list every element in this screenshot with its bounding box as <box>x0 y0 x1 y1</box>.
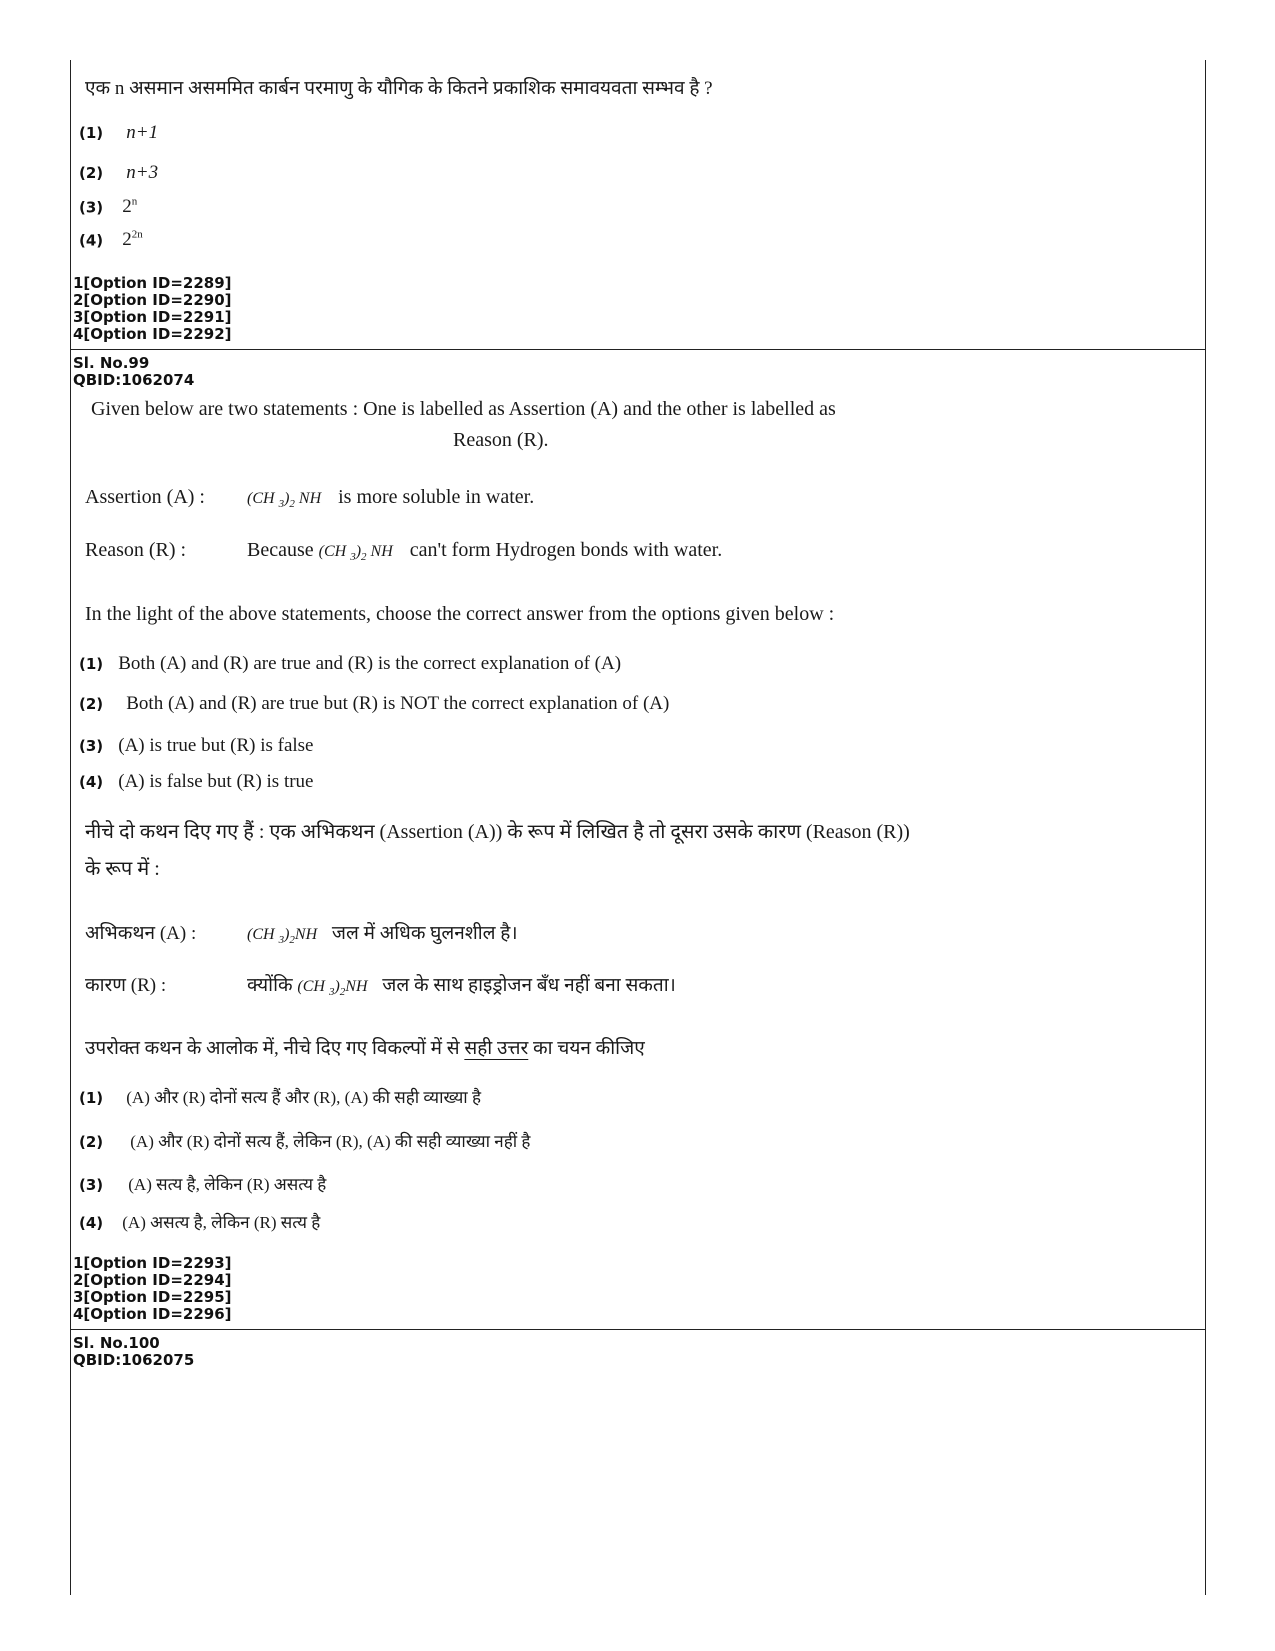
option-number: (4) <box>79 773 104 791</box>
question-paper-page <box>70 60 1206 1595</box>
hindi-reason-text: जल के साथ हाइड्रोजन बँध नहीं बना सकता। <box>382 975 676 996</box>
assertion-statement <box>247 486 534 510</box>
q98-question-text: एक n असमान असममित कार्बन परमाणु के यौगिक के कितने प्रकाशिक समावयवता सम्भव है ? <box>85 78 713 99</box>
q99-option-hi-4 <box>79 1210 320 1233</box>
reason-prefix: Because <box>247 539 314 561</box>
hindi-reason-formula: (CH $_3)_2NH$ <box>297 978 368 999</box>
option-number: (1) <box>79 1089 104 1107</box>
reason-label: Reason (R) : <box>85 539 187 561</box>
serial-number: Sl. No.100 <box>73 1334 160 1352</box>
hindi-instruction-post: का चयन कीजिए <box>533 1038 645 1059</box>
q99-hindi-intro-line2: के रूप में : <box>85 858 160 880</box>
hindi-assertion-label: अभिकथन (A) : <box>85 923 197 944</box>
q99-option-ids <box>73 1255 232 1323</box>
option-number: (2) <box>79 1133 104 1151</box>
question-divider <box>71 1329 1205 1330</box>
option-id: 3[Option ID=2295] <box>73 1288 232 1306</box>
q98-option-4 <box>79 229 143 251</box>
hindi-reason-label: कारण (R) : <box>85 975 167 996</box>
q99-option-en-4 <box>79 771 313 793</box>
option-number: (3) <box>79 198 104 217</box>
hindi-assertion-formula: (CH $_3)_2NH$ <box>247 926 318 947</box>
assertion-text: is more soluble in water. <box>338 486 535 508</box>
hindi-assertion-text: जल में अधिक घुलनशील है। <box>331 923 518 944</box>
q99-option-hi-3 <box>79 1172 326 1195</box>
option-number: (1) <box>79 655 104 673</box>
option-text: Both (A) and (R) are true but (R) is NOT the correct explanation of (A) <box>126 693 670 714</box>
option-base: 2 <box>122 196 132 218</box>
q99-option-en-3 <box>79 735 313 757</box>
assertion-label: Assertion (A) : <box>85 486 205 508</box>
option-id: 4[Option ID=2292] <box>73 325 232 343</box>
option-text: (A) is true but (R) is false <box>118 735 314 756</box>
hindi-assertion-statement <box>247 919 518 946</box>
hindi-instruction-underlined: सही उत्तर <box>464 1038 529 1059</box>
option-text: (A) और (R) दोनों सत्य हैं और (R), (A) की सही व्याख्या है <box>126 1088 481 1107</box>
assertion-formula: (CH $_3)_2$ NH <box>247 490 322 511</box>
q99-instruction: In the light of the above statements, choose the correct answer from the options given below : <box>85 603 835 625</box>
q98-option-1 <box>79 122 158 144</box>
option-id: 1[Option ID=2293] <box>73 1254 232 1272</box>
q99-option-hi-1 <box>79 1085 481 1108</box>
option-number: (2) <box>79 164 104 182</box>
option-text: (A) is false but (R) is true <box>118 771 314 792</box>
option-number: (4) <box>79 231 104 250</box>
q99-hindi-intro-line1: नीचे दो कथन दिए गए हैं : एक अभिकथन (Assertion (A)) के रूप में लिखित है तो दूसरा उसके कारण (Reason (R)) <box>85 821 910 843</box>
q99-option-en-2 <box>79 693 669 715</box>
option-id: 2[Option ID=2294] <box>73 1271 232 1289</box>
q98-option-2 <box>79 162 158 184</box>
option-text: Both (A) and (R) are true and (R) is the correct explanation of (A) <box>118 653 622 674</box>
q98-option-ids <box>73 275 232 343</box>
option-base: 2 <box>122 229 132 251</box>
q99-header <box>73 355 194 389</box>
option-id: 2[Option ID=2290] <box>73 291 232 309</box>
serial-number: Sl. No.99 <box>73 354 150 372</box>
option-text: (A) असत्य है, लेकिन (R) सत्य है <box>122 1213 321 1232</box>
q99-intro-line1: Given below are two statements : One is labelled as Assertion (A) and the other is labelled as <box>91 398 836 420</box>
hindi-reason-prefix: क्योंकि <box>247 975 293 996</box>
option-id: 4[Option ID=2296] <box>73 1305 232 1323</box>
option-number: (1) <box>79 124 104 142</box>
option-text: (A) और (R) दोनों सत्य हैं, लेकिन (R), (A) की सही व्याख्या नहीं है <box>130 1132 531 1151</box>
option-id: 3[Option ID=2291] <box>73 308 232 326</box>
option-text: (A) सत्य है, लेकिन (R) असत्य है <box>128 1175 327 1194</box>
q98-option-3 <box>79 196 137 218</box>
question-divider <box>71 349 1205 350</box>
q98-question <box>85 74 713 100</box>
option-id: 1[Option ID=2289] <box>73 274 232 292</box>
q99-option-en-1 <box>79 653 621 675</box>
option-text: n+1 <box>126 122 159 143</box>
option-exponent: n <box>131 196 138 208</box>
option-exponent: 2n <box>131 229 143 241</box>
hindi-reason-statement <box>247 971 676 998</box>
option-number: (3) <box>79 1176 104 1194</box>
option-number: (4) <box>79 1214 104 1232</box>
option-number: (2) <box>79 695 104 713</box>
reason-formula: (CH $_3)_2$ NH <box>318 543 393 564</box>
qbid: QBID:1062074 <box>73 371 195 389</box>
reason-statement <box>247 539 722 563</box>
qbid: QBID:1062075 <box>73 1351 195 1369</box>
option-text: n+3 <box>126 162 159 183</box>
hindi-instruction-pre: उपरोक्त कथन के आलोक में, नीचे दिए गए विकल्पों में से <box>85 1038 460 1059</box>
q100-header <box>73 1335 194 1369</box>
q99-intro-line2: Reason (R). <box>453 429 549 451</box>
option-number: (3) <box>79 737 104 755</box>
q99-hindi-instruction <box>85 1034 645 1060</box>
q99-option-hi-2 <box>79 1129 530 1152</box>
reason-text: can't form Hydrogen bonds with water. <box>409 539 723 561</box>
